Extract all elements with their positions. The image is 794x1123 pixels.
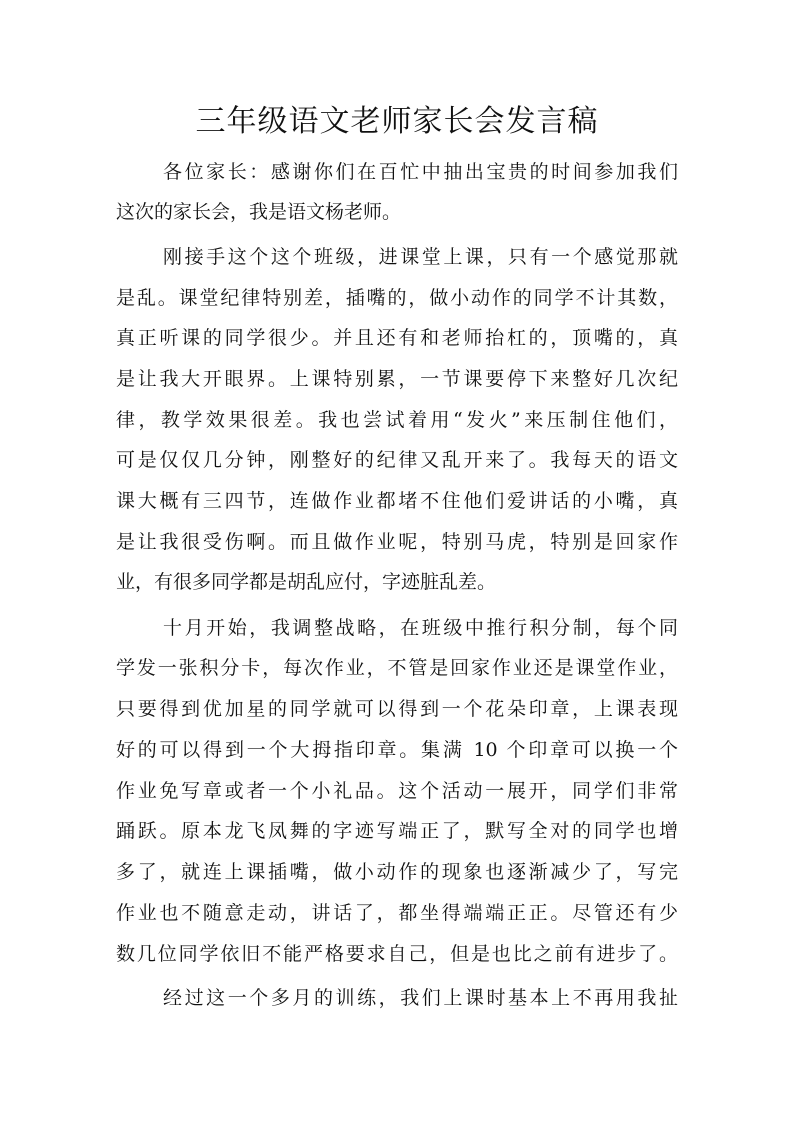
body-line-15: 好的可以得到一个大拇指印章。集满 10 个印章可以换一个 [116, 739, 678, 761]
body-line-21: 经过这一个多月的训练，我们上课时基本上不再用我扯 [163, 987, 678, 1009]
body-line-5: 真正听课的同学很少。并且还有和老师抬杠的，顶嘴的，真 [116, 327, 678, 349]
body-line-10: 是让我很受伤啊。而且做作业呢，特别马虎，特别是回家作 [116, 531, 678, 553]
body-line-8: 可是仅仅几分钟，刚整好的纪律又乱开来了。我每天的语文 [116, 449, 678, 471]
body-line-4: 是乱。课堂纪律特别差，插嘴的，做小动作的同学不计其数， [116, 287, 678, 309]
body-line-12: 十月开始，我调整战略，在班级中推行积分制，每个同 [163, 617, 678, 639]
body-line-16: 作业免写章或者一个小礼品。这个活动一展开，同学们非常 [116, 780, 678, 802]
body-line-13: 学发一张积分卡，每次作业，不管是回家作业还是课堂作业， [116, 657, 678, 679]
body-line-19: 作业也不随意走动，讲话了，都坐得端端正正。尽管还有少 [116, 902, 678, 924]
body-line-7: 律，教学效果很差。我也尝试着用“发火”来压制住他们， [116, 409, 678, 431]
body-line-20: 数几位同学依旧不能严格要求自己，但是也比之前有进步了。 [116, 943, 678, 965]
body-line-17: 踊跃。原本龙飞凤舞的字迹写端正了，默写全对的同学也增 [116, 820, 678, 842]
body-line-1: 各位家长：感谢你们在百忙中抽出宝贵的时间参加我们 [163, 161, 678, 183]
body-line-9: 课大概有三四节，连做作业都堵不住他们爱讲话的小嘴，真 [116, 490, 678, 512]
body-line-14: 只要得到优加星的同学就可以得到一个花朵印章，上课表现 [116, 698, 678, 720]
body-line-18: 多了，就连上课插嘴，做小动作的现象也逐渐减少了，写完 [116, 861, 678, 883]
document-title: 三年级语文老师家长会发言稿 [195, 104, 599, 139]
body-line-3: 刚接手这个这个班级，进课堂上课，只有一个感觉那就 [163, 246, 678, 268]
body-line-11: 业，有很多同学都是胡乱应付，字迹脏乱差。 [116, 571, 497, 593]
body-line-2: 这次的家长会，我是语文杨老师。 [116, 201, 402, 223]
body-line-6: 是让我大开眼界。上课特别累，一节课要停下来整好几次纪 [116, 368, 678, 390]
